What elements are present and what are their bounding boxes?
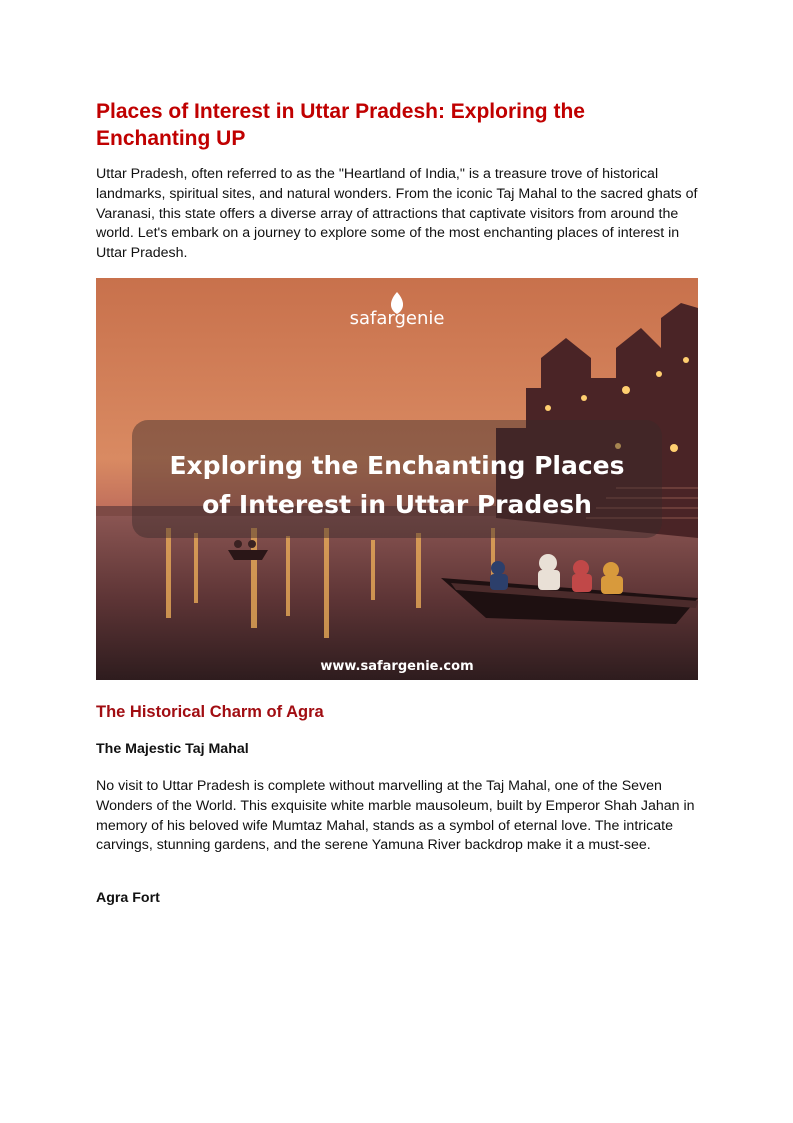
subheading-taj-mahal: The Majestic Taj Mahal (96, 741, 249, 757)
logo-text: safargenie (349, 308, 445, 329)
banner-headline-line2: of Interest in Uttar Pradesh (202, 490, 592, 519)
article-title: Places of Interest in Uttar Pradesh: Exploring the Enchanting UP (96, 100, 585, 150)
section-heading-agra: The Historical Charm of Agra (96, 703, 324, 721)
banner-illustration (96, 278, 698, 680)
banner-headline-line1: Exploring the Enchanting Places (169, 451, 625, 480)
taj-mahal-paragraph: No visit to Uttar Pradesh is complete without marvelling at the Taj Mahal, one of the Seven Wonders of the World. This exquisite white marble mausoleum, built by Emperor Shah Jahan in memory of his beloved wife Mumtaz Mahal, stands as a symbol of eternal love. The intricate carvings, stunning gardens, and the serene Yamuna River backdrop make it a must-see. (96, 778, 695, 854)
intro-paragraph: Uttar Pradesh, often referred to as the "Heartland of India," is a treasure trove of historical landmarks, spiritual sites, and natural wonders. From the iconic Taj Mahal to the sacred ghats of Varanasi, this state offers a diverse array of attractions that captivate visitors from around the world. Let's embark on a journey to explore some of the most enchanting places of interest in Uttar Pradesh. (96, 166, 698, 262)
banner-image (96, 278, 698, 680)
subheading-agra-fort: Agra Fort (96, 890, 160, 906)
banner-website: www.safargenie.com (320, 659, 474, 674)
